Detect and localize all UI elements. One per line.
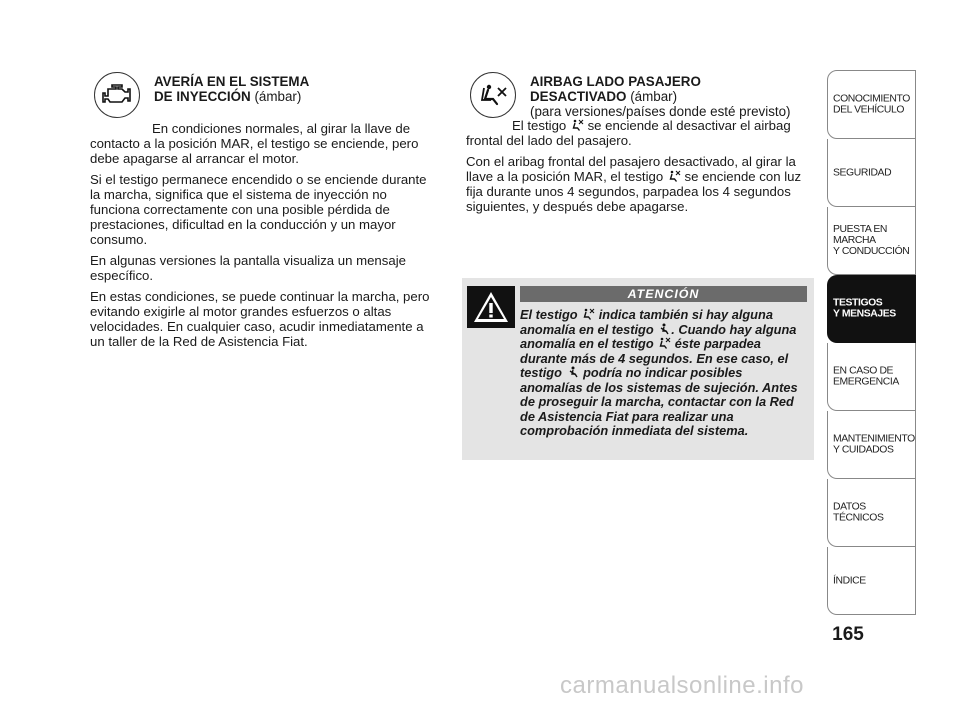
engine-paragraph-1: En condiciones normales, al girar la llave de contacto a la posición MAR, el testigo se enciende, pero debe apagarse al arrancar el motor. <box>90 121 419 166</box>
airbag-warning-header <box>466 72 814 118</box>
tab-label: CONOCIMIENTO DEL VEHÍCULO <box>833 93 910 116</box>
airbag-p1-end: se enciende al desactivar el airbag frontal del lado del pasajero. <box>466 118 791 148</box>
airbag-title-line1: AIRBAG LADO PASAJERO <box>530 74 701 89</box>
engine-title-line1: AVERÍA EN EL SISTEMA <box>154 74 310 89</box>
engine-warning-header <box>90 72 436 118</box>
tab-label: DATOS TÉCNICOS <box>833 501 884 524</box>
airbag-paragraph-1 <box>466 118 814 148</box>
atencion-text-1: El testigo <box>520 307 582 322</box>
tab-label: TESTIGOS Y MENSAJES <box>833 297 896 320</box>
airbag-p1-start: El testigo <box>512 118 570 133</box>
tab-datos-tecnicos[interactable] <box>827 479 916 547</box>
tab-testigos[interactable] <box>827 275 916 343</box>
airbag-subtitle: (para versiones/países donde esté previsto) <box>530 104 791 119</box>
engine-paragraph-3: En algunas versiones la pantalla visualiza un mensaje específico. <box>90 253 406 283</box>
tab-label: PUESTA EN MARCHA Y CONDUCCIÓN <box>833 223 910 258</box>
tab-puesta-en-marcha[interactable] <box>827 207 916 275</box>
tab-indice[interactable] <box>827 547 916 615</box>
tab-conocimiento[interactable] <box>827 70 916 139</box>
passenger-airbag-off-icon <box>470 72 516 118</box>
engine-warning-section <box>90 72 436 355</box>
chapter-tabs <box>827 70 916 615</box>
atencion-text <box>467 308 807 439</box>
tab-label: EN CASO DE EMERGENCIA <box>833 365 899 388</box>
atencion-text-2: indica también si hay alguna anomalía en el testigo <box>520 307 773 337</box>
tab-label: MANTENIMIENTO Y CUIDADOS <box>833 433 915 456</box>
engine-title-suffix: (ámbar) <box>250 89 302 104</box>
airbag-off-inline-icon <box>657 337 671 349</box>
tab-emergencia[interactable] <box>827 343 916 411</box>
tab-mantenimiento[interactable] <box>827 411 916 479</box>
engine-paragraph-2: Si el testigo permanece encendido o se enciende durante la marcha, significa que el sistema de inyección no funciona correctamente con una posible pérdida de prestaciones, dificultad en la conducción y un mayor consumo. <box>90 172 427 247</box>
atencion-text-3: . Cuando hay alguna anomalía en el testigo <box>520 321 797 351</box>
seatbelt-airbag-inline-icon <box>657 323 671 335</box>
airbag-p2-end: se enciende con luz fija durante unos 4 segundos, parpadea los 4 segundos siguientes, y después debe apagarse. <box>466 169 802 214</box>
page-number: 165 <box>832 624 864 645</box>
engine-warning-title <box>154 74 309 104</box>
airbag-p2-start: Con el aribag frontal del pasajero desactivado, al girar la llave a la posición MAR, el testigo <box>466 154 796 184</box>
atencion-box <box>462 278 814 460</box>
airbag-off-inline-icon <box>581 308 595 320</box>
airbag-title-suffix: (ámbar) <box>626 89 678 104</box>
tab-label: ÍNDICE <box>833 574 866 586</box>
atencion-label: ATENCIÓN <box>520 286 807 302</box>
tab-label: SEGURIDAD <box>833 166 892 178</box>
atencion-text-5: podría no indicar posibles anomalías de los sistemas de sujeción. Antes de proseguir la marcha, contactar con la Red de Asistencia Fiat para realizar una comprobación inmediata del sistema. <box>520 365 798 438</box>
airbag-off-inline-icon <box>570 119 584 131</box>
airbag-warning-section <box>466 72 814 220</box>
airbag-title-line2: DESACTIVADO <box>530 89 627 104</box>
tab-seguridad[interactable] <box>827 139 916 207</box>
engine-check-icon <box>94 72 140 118</box>
airbag-paragraph-2 <box>466 154 814 214</box>
atencion-text-4: éste parpadea durante más de 4 segundos. En ese caso, el testigo <box>520 336 789 380</box>
watermark: carmanualsonline.info <box>560 672 804 699</box>
airbag-warning-title <box>530 74 791 119</box>
airbag-off-inline-icon <box>667 170 681 182</box>
engine-title-line2: DE INYECCIÓN <box>154 89 251 104</box>
engine-paragraph-4: En estas condiciones, se puede continuar la marcha, pero evitando exigirle al motor grandes esfuerzos o altas velocidades. En cualquier caso, acudir inmediatamente a un taller de la Red de Asistencia Fiat. <box>90 289 430 349</box>
seatbelt-airbag-inline-icon <box>566 366 580 378</box>
